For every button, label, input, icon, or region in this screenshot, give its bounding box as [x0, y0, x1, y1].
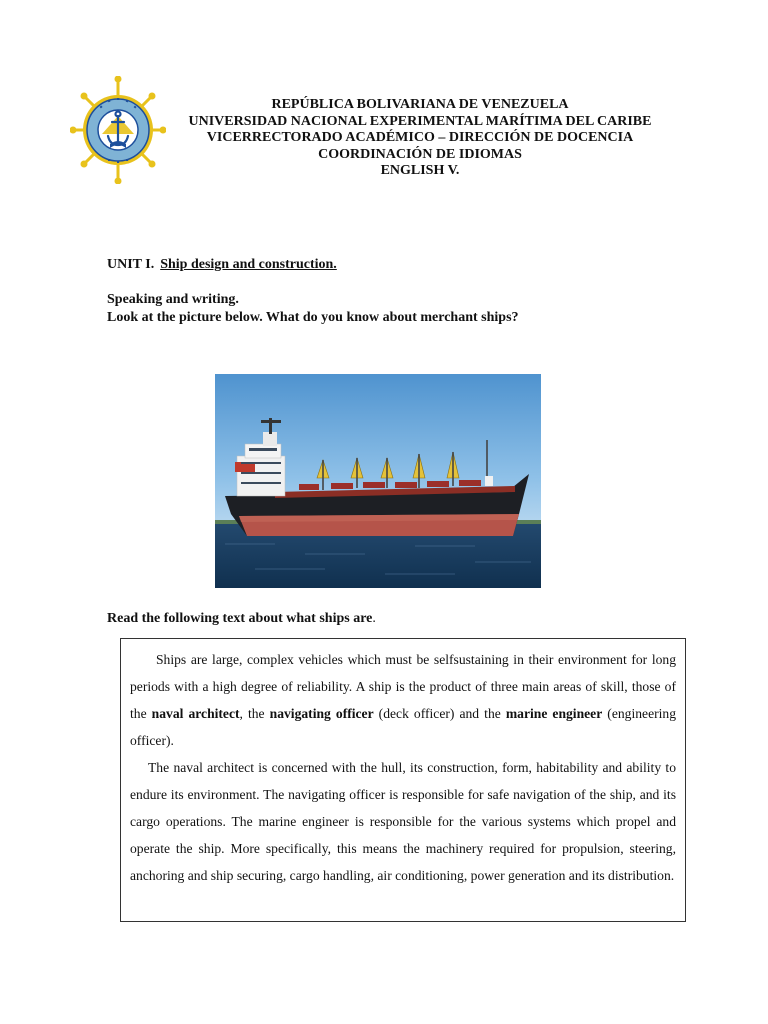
paragraph-1-text-e: (deck officer) and the	[373, 706, 506, 721]
paragraph-1-text-c: , the	[239, 706, 270, 721]
reading-text-box	[120, 638, 686, 922]
term-navigating-officer: navigating officer	[269, 706, 374, 721]
paragraph-2: The naval architect is concerned with the hull, its construction, form, habitability and ability to endure its environment. The navigating officer is responsible for safe navigation of the ship, and its cargo operations. The marine engineer is responsible for the various systems which propel and operate the ship. More specifically, this means the machinery required for propulsion, steering, anchoring and ship securing, cargo handling, air conditioning, power generation and its distribution.	[130, 760, 676, 883]
paragraph-1-text-a: Ships are large, complex vehicles which must be selfsustaining in their environment for long periods with a high degree of reliability. A ship is the product of three main areas of skill, those of the	[130, 652, 676, 721]
reading-instruction-period: .	[372, 611, 376, 626]
header-coordination: COORDINACIÓN DE IDIOMAS	[318, 146, 522, 162]
unit-label: UNIT I.	[107, 257, 155, 272]
speaking-heading: Speaking and writing.	[107, 292, 239, 307]
term-marine-engineer: marine engineer	[505, 706, 603, 721]
speaking-prompt: Look at the picture below. What do you know about merchant ships?	[107, 310, 519, 325]
term-naval-architect: naval architect	[151, 706, 240, 721]
header-country: REPÚBLICA BOLIVARIANA DE VENEZUELA	[271, 97, 569, 112]
reading-instruction-text: Read the following text about what ships are	[107, 611, 373, 626]
paragraph-1	[130, 646, 676, 754]
merchant-bulk-carrier-photo	[215, 374, 541, 588]
header-course: ENGLISH V.	[380, 163, 460, 178]
reading-instruction	[107, 611, 376, 627]
header-university: UNIVERSIDAD NACIONAL EXPERIMENTAL MARÍTIMA DEL CARIBE	[188, 113, 652, 129]
unit-title: Ship design and construction.	[160, 257, 337, 272]
unit-heading	[107, 257, 337, 273]
speaking-section	[107, 291, 519, 327]
header-vice-rectorate: VICERRECTORADO ACADÉMICO – DIRECCIÓN DE DOCENCIA	[206, 130, 634, 145]
paragraph-1-text-g: (engineering officer).	[130, 706, 676, 748]
document-header	[150, 97, 690, 180]
